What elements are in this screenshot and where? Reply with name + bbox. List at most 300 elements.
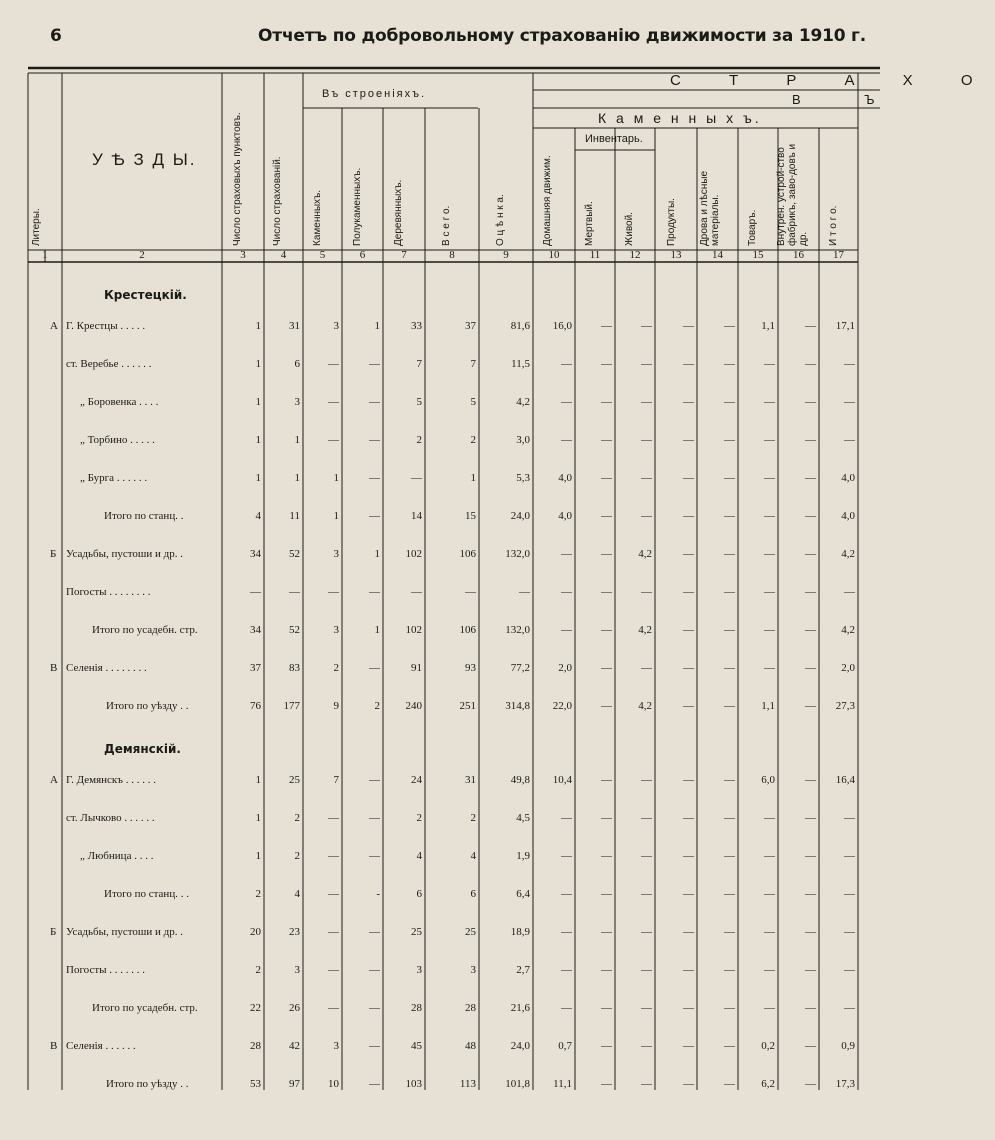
table-cell: — bbox=[764, 396, 775, 408]
table-cell: 53 bbox=[250, 1078, 261, 1090]
table-cell: 52 bbox=[289, 548, 300, 560]
table-cell: — bbox=[683, 586, 694, 598]
row-label: „ Любница . . . . bbox=[80, 850, 154, 862]
column-number: 7 bbox=[401, 249, 407, 261]
table-cell: — bbox=[805, 964, 816, 976]
table-cell: 7 bbox=[416, 358, 422, 370]
table-cell: 4 bbox=[294, 888, 300, 900]
table-cell: — bbox=[250, 586, 261, 598]
table-cell: — bbox=[369, 850, 380, 862]
table-cell: — bbox=[641, 396, 652, 408]
table-cell: 101,8 bbox=[505, 1078, 530, 1090]
table-cell: — bbox=[369, 812, 380, 824]
row-label: Итого по станц. . bbox=[104, 510, 184, 522]
row-label: ст. Лычково . . . . . . bbox=[66, 812, 155, 824]
table-cell: 11,1 bbox=[553, 1078, 572, 1090]
table-cell: 3 bbox=[294, 396, 300, 408]
row-label: Итого по станц. . . bbox=[104, 888, 189, 900]
table-cell: 97 bbox=[289, 1078, 300, 1090]
table-cell: — bbox=[724, 548, 735, 560]
table-cell: — bbox=[683, 434, 694, 446]
table-cell: 6 bbox=[470, 888, 476, 900]
table-cell: 1 bbox=[255, 358, 261, 370]
table-cell: 1 bbox=[255, 774, 261, 786]
table-cell: — bbox=[844, 926, 855, 938]
column-number: 2 bbox=[139, 249, 145, 261]
table-cell: 5,3 bbox=[516, 472, 530, 484]
table-cell: 83 bbox=[289, 662, 300, 674]
table-cell: — bbox=[764, 850, 775, 862]
table-cell: — bbox=[641, 1002, 652, 1014]
table-cell: - bbox=[376, 888, 380, 900]
table-cell: — bbox=[601, 472, 612, 484]
table-cell: — bbox=[328, 358, 339, 370]
table-cell: — bbox=[724, 964, 735, 976]
table-cell: 37 bbox=[465, 320, 476, 332]
row-label: Итого по уѣзду . . bbox=[106, 700, 189, 712]
table-cell: 4,5 bbox=[516, 812, 530, 824]
group-header-insured: С Т Р А Х О bbox=[670, 72, 995, 89]
table-cell: — bbox=[561, 964, 572, 976]
table-cell: — bbox=[683, 396, 694, 408]
table-cell: — bbox=[683, 624, 694, 636]
table-cell: 18,9 bbox=[510, 926, 530, 938]
table-cell: 106 bbox=[459, 624, 476, 636]
column-header-col10-text: Домашняя движим. bbox=[542, 155, 553, 246]
table-cell: 28 bbox=[411, 1002, 422, 1014]
table-cell: — bbox=[328, 888, 339, 900]
table-cell: — bbox=[844, 812, 855, 824]
row-label: Погосты . . . . . . . bbox=[66, 964, 146, 976]
column-header-col7-text: Деревянныхъ. bbox=[393, 179, 404, 246]
column-number: 3 bbox=[240, 249, 246, 261]
table-cell: — bbox=[601, 1040, 612, 1052]
table-cell: — bbox=[561, 624, 572, 636]
table-cell: 314,8 bbox=[505, 700, 530, 712]
table-cell: 33 bbox=[411, 320, 422, 332]
table-cell: 49,8 bbox=[510, 774, 530, 786]
table-cell: 14 bbox=[411, 510, 422, 522]
table-cell: — bbox=[683, 812, 694, 824]
table-cell: — bbox=[724, 510, 735, 522]
table-cell: — bbox=[724, 850, 735, 862]
table-cell: — bbox=[641, 1040, 652, 1052]
table-cell: — bbox=[369, 1002, 380, 1014]
table-cell: 1 bbox=[255, 850, 261, 862]
table-cell: 31 bbox=[465, 774, 476, 786]
table-cell: — bbox=[805, 624, 816, 636]
table-cell: — bbox=[805, 1002, 816, 1014]
table-cell: — bbox=[369, 1078, 380, 1090]
column-header-col3-text: Число страховыхъ пунктовъ. bbox=[232, 112, 243, 246]
table-cell: — bbox=[724, 662, 735, 674]
column-header-col12-text: Живой. bbox=[624, 212, 635, 246]
table-cell: 6,2 bbox=[761, 1078, 775, 1090]
table-cell: — bbox=[601, 964, 612, 976]
table-cell: — bbox=[601, 1078, 612, 1090]
table-cell: 6,4 bbox=[516, 888, 530, 900]
table-cell: — bbox=[764, 510, 775, 522]
row-label: Усадьбы, пустоши и др. . bbox=[66, 548, 183, 560]
table-cell: — bbox=[561, 888, 572, 900]
table-cell: — bbox=[601, 662, 612, 674]
table-cell: — bbox=[805, 396, 816, 408]
table-cell: 7 bbox=[470, 358, 476, 370]
table-cell: 0,7 bbox=[558, 1040, 572, 1052]
table-cell: — bbox=[641, 888, 652, 900]
table-cell: — bbox=[641, 662, 652, 674]
table-cell: — bbox=[601, 320, 612, 332]
table-cell: 2,7 bbox=[516, 964, 530, 976]
page-number: 6 bbox=[50, 26, 62, 46]
table-cell: — bbox=[764, 812, 775, 824]
table-cell: — bbox=[844, 964, 855, 976]
table-cell: 81,6 bbox=[510, 320, 530, 332]
table-cell: — bbox=[805, 586, 816, 598]
column-number: 6 bbox=[359, 249, 366, 261]
table-cell: 7 bbox=[333, 774, 339, 786]
row-label: Г. Демянскъ . . . . . . bbox=[66, 774, 156, 786]
table-cell: 6,0 bbox=[761, 774, 775, 786]
table-cell: 16,4 bbox=[835, 774, 855, 786]
table-cell: 1 bbox=[374, 320, 380, 332]
table-cell: — bbox=[724, 472, 735, 484]
table-cell: — bbox=[724, 320, 735, 332]
table-cell: 28 bbox=[465, 1002, 476, 1014]
table-cell: — bbox=[844, 1002, 855, 1014]
table-cell: 1 bbox=[294, 472, 300, 484]
table-cell: — bbox=[601, 358, 612, 370]
row-label: „ Бурга . . . . . . bbox=[80, 472, 148, 484]
table-cell: — bbox=[805, 662, 816, 674]
table-cell: — bbox=[328, 812, 339, 824]
table-cell: 15 bbox=[465, 510, 476, 522]
table-cell: — bbox=[805, 926, 816, 938]
table-cell: — bbox=[641, 774, 652, 786]
table-cell: 4,2 bbox=[638, 700, 652, 712]
table-cell: 42 bbox=[289, 1040, 300, 1052]
table-cell: 76 bbox=[250, 700, 261, 712]
table-cell: — bbox=[805, 774, 816, 786]
row-label: ст. Веребье . . . . . . bbox=[66, 358, 152, 370]
table-cell: 6 bbox=[416, 888, 422, 900]
table-cell: 4,2 bbox=[638, 624, 652, 636]
column-header-col5-text: Каменныхъ. bbox=[312, 189, 323, 246]
table-cell: 1 bbox=[255, 396, 261, 408]
group-header-in: В Ъ bbox=[792, 92, 905, 107]
table-cell: — bbox=[328, 434, 339, 446]
column-header-col8-text: В с е г о. bbox=[441, 205, 452, 246]
table-cell: — bbox=[641, 472, 652, 484]
table-cell: — bbox=[561, 1002, 572, 1014]
table-cell: 4,2 bbox=[638, 548, 652, 560]
column-number: 14 bbox=[712, 249, 723, 261]
table-cell: 1,9 bbox=[516, 850, 530, 862]
table-cell: 24,0 bbox=[510, 510, 530, 522]
table-cell: 1 bbox=[255, 812, 261, 824]
table-cell: 3 bbox=[416, 964, 422, 976]
table-cell: — bbox=[601, 812, 612, 824]
table-cell: — bbox=[764, 926, 775, 938]
table-cell: — bbox=[724, 812, 735, 824]
table-cell: — bbox=[764, 964, 775, 976]
table-cell: 22 bbox=[250, 1002, 261, 1014]
table-cell: — bbox=[601, 434, 612, 446]
column-header-col6-text: Полукаменныхъ. bbox=[352, 167, 363, 246]
table-cell: — bbox=[724, 1040, 735, 1052]
table-cell: 10 bbox=[328, 1078, 339, 1090]
row-letter: А bbox=[50, 774, 58, 786]
table-cell: 3 bbox=[333, 320, 339, 332]
table-cell: 3 bbox=[294, 964, 300, 976]
table-cell: — bbox=[724, 624, 735, 636]
table-cell: — bbox=[764, 662, 775, 674]
row-label: „ Торбино . . . . . bbox=[80, 434, 155, 446]
group-header-stone: К а м е н н ы х ъ. bbox=[598, 110, 762, 126]
table-cell: — bbox=[805, 548, 816, 560]
table-cell: — bbox=[561, 850, 572, 862]
table-cell: 17,3 bbox=[835, 1078, 855, 1090]
column-header-col9-text: О ц ѣ н к а. bbox=[495, 194, 506, 246]
table-cell: 11 bbox=[289, 510, 300, 522]
table-cell: 10,4 bbox=[552, 774, 572, 786]
table-cell: — bbox=[683, 926, 694, 938]
table-cell: — bbox=[369, 1040, 380, 1052]
table-cell: — bbox=[805, 510, 816, 522]
table-cell: — bbox=[561, 548, 572, 560]
table-cell: — bbox=[724, 434, 735, 446]
table-cell: 23 bbox=[289, 926, 300, 938]
table-cell: — bbox=[328, 964, 339, 976]
row-label: Погосты . . . . . . . . bbox=[66, 586, 151, 598]
table-cell: — bbox=[369, 358, 380, 370]
table-cell: 21,6 bbox=[510, 1002, 530, 1014]
table-cell: — bbox=[683, 1040, 694, 1052]
table-cell: 20 bbox=[250, 926, 261, 938]
table-cell: 4,2 bbox=[516, 396, 530, 408]
table-cell: — bbox=[328, 1002, 339, 1014]
table-cell: 2 bbox=[294, 812, 300, 824]
table-cell: — bbox=[764, 1002, 775, 1014]
table-cell: — bbox=[641, 812, 652, 824]
table-cell: — bbox=[561, 586, 572, 598]
table-cell: 37 bbox=[250, 662, 261, 674]
table-cell: 26 bbox=[289, 1002, 300, 1014]
table-cell: 31 bbox=[289, 320, 300, 332]
row-label: Усадьбы, пустоши и др. . bbox=[66, 926, 183, 938]
column-number: 9 bbox=[503, 249, 509, 261]
group-header-structures: Въ строеніяхъ. bbox=[322, 88, 427, 100]
table-cell: 34 bbox=[250, 548, 261, 560]
table-cell: — bbox=[683, 850, 694, 862]
table-cell: 5 bbox=[470, 396, 476, 408]
table-cell: 240 bbox=[405, 700, 422, 712]
table-cell: — bbox=[641, 358, 652, 370]
table-cell: — bbox=[601, 510, 612, 522]
table-cell: — bbox=[844, 850, 855, 862]
table-cell: — bbox=[805, 358, 816, 370]
table-cell: — bbox=[641, 964, 652, 976]
table-cell: 2 bbox=[333, 662, 339, 674]
column-header-col16-text: Внутрен. устрой-ство фабрикъ, заво-довъ и др. bbox=[776, 143, 809, 246]
column-header-col4-text: Число страхованій. bbox=[272, 156, 283, 246]
table-cell: — bbox=[724, 586, 735, 598]
table-cell: 1 bbox=[255, 472, 261, 484]
table-cell: 1 bbox=[294, 434, 300, 446]
table-cell: 52 bbox=[289, 624, 300, 636]
table-cell: — bbox=[289, 586, 300, 598]
table-cell: 28 bbox=[250, 1040, 261, 1052]
table-cell: — bbox=[764, 548, 775, 560]
table-cell: — bbox=[844, 434, 855, 446]
table-cell: 91 bbox=[411, 662, 422, 674]
table-cell: 1,1 bbox=[761, 700, 775, 712]
table-cell: 2,0 bbox=[841, 662, 855, 674]
table-cell: 4,2 bbox=[841, 624, 855, 636]
table-cell: — bbox=[724, 358, 735, 370]
table-cell: 17,1 bbox=[835, 320, 855, 332]
table-cell: 2 bbox=[294, 850, 300, 862]
table-cell: 25 bbox=[289, 774, 300, 786]
table-cell: — bbox=[805, 888, 816, 900]
table-cell: — bbox=[641, 510, 652, 522]
table-cell: 16,0 bbox=[552, 320, 572, 332]
table-cell: 4,0 bbox=[558, 472, 572, 484]
column-number: 5 bbox=[319, 249, 326, 261]
table-cell: — bbox=[724, 1078, 735, 1090]
column-header-col15-text: Товаръ. bbox=[747, 209, 758, 246]
table-cell: — bbox=[805, 850, 816, 862]
table-cell: — bbox=[369, 472, 380, 484]
table-cell: 102 bbox=[405, 548, 422, 560]
row-label: Итого по уѣзду . . bbox=[106, 1078, 189, 1090]
table-cell: 24 bbox=[411, 774, 422, 786]
table-cell: — bbox=[764, 434, 775, 446]
table-cell: — bbox=[805, 1040, 816, 1052]
row-letter: Б bbox=[50, 926, 57, 938]
table-cell: 48 bbox=[465, 1040, 476, 1052]
table-cell: — bbox=[683, 1078, 694, 1090]
table-cell: — bbox=[561, 434, 572, 446]
row-letter: В bbox=[50, 662, 58, 674]
section-title: Демянскій. bbox=[104, 742, 181, 756]
table-cell: — bbox=[561, 358, 572, 370]
column-number: 10 bbox=[548, 249, 560, 261]
table-cell: 251 bbox=[459, 700, 476, 712]
row-label: Итого по усадебн. стр. bbox=[92, 624, 198, 636]
table-cell: — bbox=[411, 586, 422, 598]
table-cell: 1 bbox=[374, 624, 380, 636]
table-cell: — bbox=[465, 586, 476, 598]
table-cell: — bbox=[369, 662, 380, 674]
table-cell: 2 bbox=[255, 964, 261, 976]
table-cell: — bbox=[641, 434, 652, 446]
table-cell: — bbox=[601, 926, 612, 938]
table-cell: — bbox=[805, 700, 816, 712]
table-cell: — bbox=[683, 548, 694, 560]
table-cell: — bbox=[764, 888, 775, 900]
table-cell: — bbox=[601, 888, 612, 900]
table-cell: — bbox=[805, 812, 816, 824]
table-cell: — bbox=[683, 358, 694, 370]
table-cell: — bbox=[724, 700, 735, 712]
table-cell: — bbox=[764, 624, 775, 636]
table-cell: — bbox=[683, 964, 694, 976]
column-header-col11-text: Мертвый. bbox=[584, 201, 595, 246]
group-header-inventory: Инвентарь. bbox=[585, 133, 643, 145]
table-cell: — bbox=[683, 774, 694, 786]
table-cell: 4 bbox=[470, 850, 476, 862]
table-cell: 3 bbox=[333, 624, 339, 636]
table-cell: 11,5 bbox=[511, 358, 530, 370]
table-cell: — bbox=[724, 926, 735, 938]
table-cell: — bbox=[844, 586, 855, 598]
table-cell: — bbox=[844, 396, 855, 408]
table-cell: — bbox=[601, 700, 612, 712]
table-cell: — bbox=[328, 850, 339, 862]
table-cell: 24,0 bbox=[510, 1040, 530, 1052]
column-number: 4 bbox=[280, 249, 287, 261]
table-cell: 25 bbox=[465, 926, 476, 938]
table-cell: 0,9 bbox=[841, 1040, 855, 1052]
table-cell: — bbox=[641, 586, 652, 598]
table-cell: — bbox=[369, 396, 380, 408]
table-cell: 2 bbox=[374, 700, 380, 712]
table-cell: 3 bbox=[470, 964, 476, 976]
table-cell: — bbox=[369, 964, 380, 976]
table-cell: — bbox=[328, 586, 339, 598]
row-label: „ Боровенка . . . . bbox=[80, 396, 159, 408]
table-cell: 2 bbox=[255, 888, 261, 900]
page-title: Отчетъ по добровольному страхованію движимости за 1910 г. bbox=[258, 26, 866, 46]
table-cell: — bbox=[683, 888, 694, 900]
table-cell: — bbox=[369, 586, 380, 598]
table-cell: 102 bbox=[405, 624, 422, 636]
table-cell: 2 bbox=[416, 812, 422, 824]
table-cell: 177 bbox=[283, 700, 300, 712]
table-cell: 22,0 bbox=[552, 700, 572, 712]
table-cell: 4,2 bbox=[841, 548, 855, 560]
table-cell: — bbox=[328, 396, 339, 408]
table-cell: 1 bbox=[255, 434, 261, 446]
column-number: 13 bbox=[670, 249, 682, 261]
table-cell: — bbox=[724, 888, 735, 900]
table-cell: — bbox=[724, 396, 735, 408]
column-number: 16 bbox=[793, 249, 804, 261]
table-cell: 1,1 bbox=[761, 320, 775, 332]
table-cell: 0,2 bbox=[761, 1040, 775, 1052]
column-header-col17-text: И т о г о. bbox=[828, 205, 839, 246]
table-cell: 6 bbox=[294, 358, 300, 370]
row-letter: В bbox=[50, 1040, 58, 1052]
table-cell: 113 bbox=[459, 1078, 476, 1090]
table-cell: 1 bbox=[333, 510, 339, 522]
column-header-col14-text: Дрова и лѣсные матеріалы. bbox=[699, 170, 721, 246]
table-cell: — bbox=[683, 662, 694, 674]
table-cell: 25 bbox=[411, 926, 422, 938]
table-cell: — bbox=[683, 472, 694, 484]
table-cell: 4,0 bbox=[841, 472, 855, 484]
column-number: 17 bbox=[833, 249, 844, 261]
table-cell: 132,0 bbox=[505, 624, 530, 636]
table-cell: — bbox=[519, 586, 530, 598]
table-cell: 1 bbox=[374, 548, 380, 560]
row-label: Итого по усадебн. стр. bbox=[92, 1002, 198, 1014]
table-cell: — bbox=[805, 320, 816, 332]
table-cell: — bbox=[764, 472, 775, 484]
table-cell: 103 bbox=[405, 1078, 422, 1090]
table-cell: — bbox=[411, 472, 422, 484]
